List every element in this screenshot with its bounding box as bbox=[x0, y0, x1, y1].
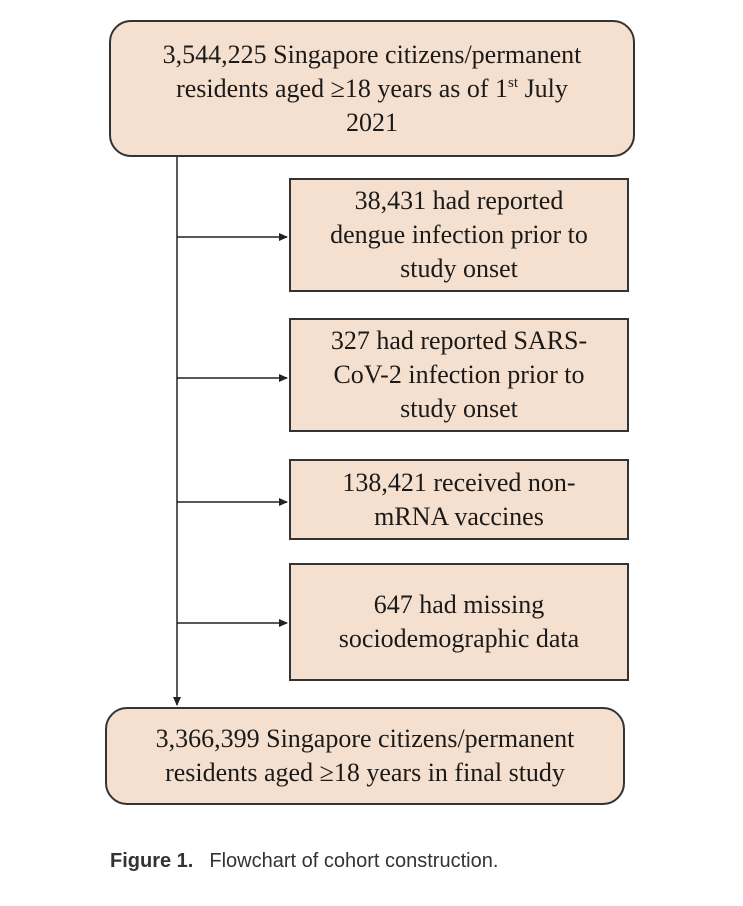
exclusion-1-line-1: 38,431 had reported bbox=[354, 186, 564, 215]
exclusion-1-line-3: study onset bbox=[400, 254, 518, 283]
final-population-box bbox=[105, 707, 625, 805]
exclusion-box-sars-cov-2 bbox=[289, 318, 629, 432]
exclusion-box-non-mrna-vaccines bbox=[289, 459, 629, 540]
figure-caption-text: Flowchart of cohort construction. bbox=[209, 850, 499, 872]
exclusion-2-line-1: 327 had reported SARS- bbox=[330, 326, 588, 355]
bottom-box-line-2: residents aged ≥18 years in final study bbox=[165, 758, 565, 787]
top-box-line-2: residents aged ≥18 years as of 1st July bbox=[176, 73, 568, 103]
figure-caption bbox=[110, 850, 498, 873]
exclusion-2-line-2: CoV-2 infection prior to bbox=[333, 360, 585, 389]
exclusion-3-line-2: mRNA vaccines bbox=[374, 501, 544, 531]
exclusion-box-missing-data bbox=[289, 563, 629, 681]
exclusion-1-line-2: dengue infection prior to bbox=[330, 220, 588, 249]
exclusion-4-line-2: sociodemographic data bbox=[338, 624, 580, 653]
top-box-line-1: 3,544,225 Singapore citizens/permanent bbox=[162, 39, 582, 69]
exclusion-3-line-1: 138,421 received non- bbox=[342, 467, 576, 497]
figure-caption-label: Figure 1. bbox=[110, 850, 194, 872]
exclusion-2-line-3: study onset bbox=[400, 394, 518, 423]
exclusion-box-dengue bbox=[289, 178, 629, 292]
exclusion-4-line-1: 647 had missing bbox=[373, 590, 545, 619]
initial-population-box bbox=[109, 20, 635, 157]
top-box-line-3: 2021 bbox=[346, 107, 398, 137]
bottom-box-line-1: 3,366,399 Singapore citizens/permanent bbox=[155, 724, 575, 753]
